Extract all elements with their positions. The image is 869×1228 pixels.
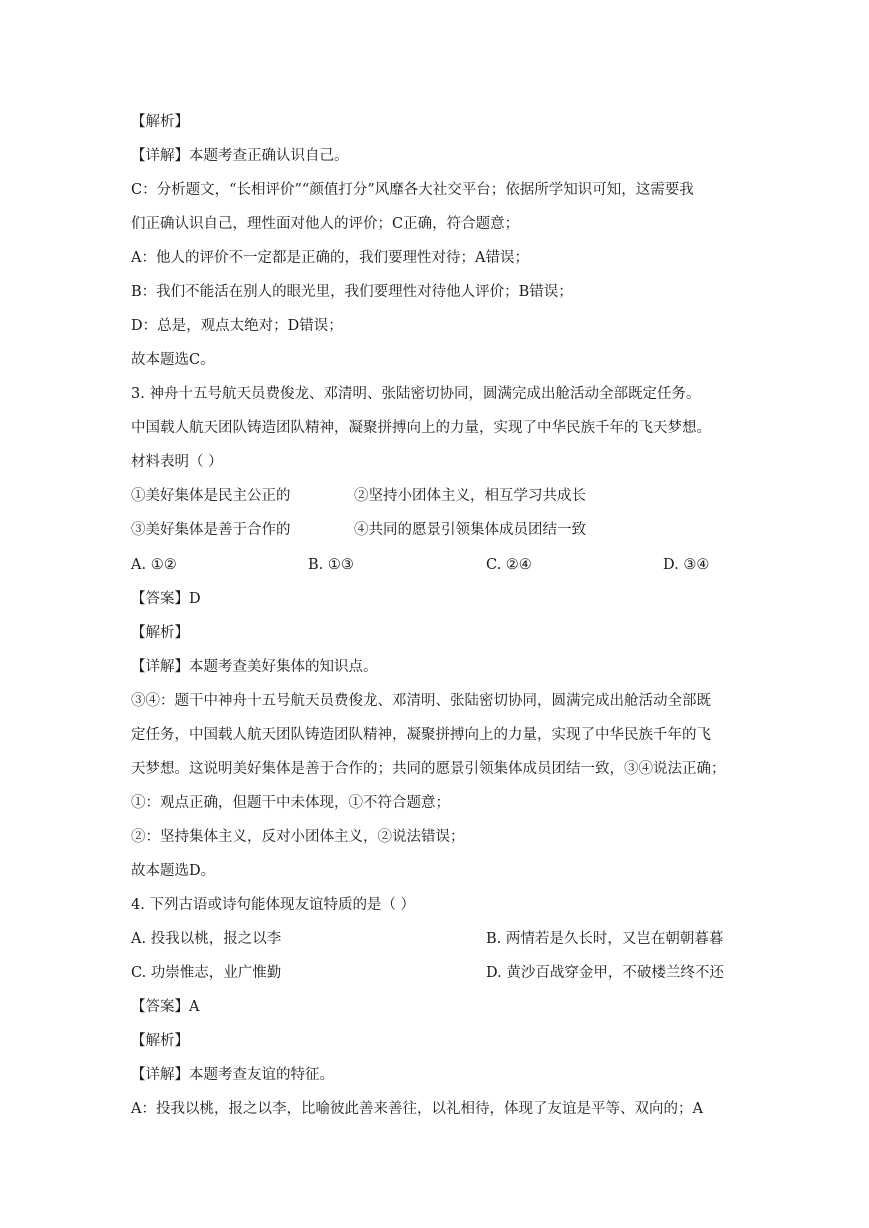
question-4-stem: 4. 下列古语或诗句能体现友谊特质的是（ ） — [131, 897, 416, 913]
statement-2: ②坚持小团体主义，相互学习共成长 — [354, 488, 586, 504]
detail-heading: 【详解】本题考查正确认识自己。 — [131, 148, 349, 164]
text-line: 天梦想。这说明美好集体是善于合作的；共同的愿景引领集体成员团结一致，③④说法正确； — [131, 761, 726, 777]
answer-line: 【答案】A — [131, 999, 200, 1015]
option-d: D. 黄沙百战穿金甲，不破楼兰终不还 — [486, 965, 724, 981]
text-line: A：投我以桃，报之以李，比喻彼此善来善往，以礼相待，体现了友谊是平等、双向的；A — [131, 1101, 703, 1117]
text-line: ①：观点正确，但题干中未体现，①不符合题意； — [131, 795, 450, 811]
text-line: ③④：题干中神舟十五号航天员费俊龙、邓清明、张陆密切协同，圆满完成出舱活动全部既 — [131, 693, 711, 709]
conclusion-line: 故本题选C。 — [131, 352, 215, 368]
conclusion-line: 故本题选D。 — [131, 863, 216, 879]
option-b: B. 两情若是久长时，又岂在朝朝暮暮 — [486, 931, 724, 947]
statement-4: ④共同的愿景引领集体成员团结一致 — [354, 522, 586, 538]
question-3-stem: 3. 神舟十五号航天员费俊龙、邓清明、张陆密切协同，圆满完成出舱活动全部既定任务。 — [131, 386, 701, 402]
detail-heading: 【详解】本题考查友谊的特征。 — [131, 1067, 334, 1083]
text-line: 们正确认识自己，理性面对他人的评价；C正确，符合题意； — [131, 216, 520, 232]
analysis-heading: 【解析】 — [131, 625, 189, 641]
text-line: C：分析题文，“长相评价”“颜值打分”风靡各大社交平台；依据所学知识可知，这需要我 — [131, 182, 694, 198]
text-line: D：总是，观点太绝对；D错误； — [131, 318, 343, 334]
option-b: B. ①③ — [308, 557, 354, 573]
statement-1: ①美好集体是民主公正的 — [131, 488, 291, 504]
detail-heading: 【详解】本题考查美好集体的知识点。 — [131, 659, 378, 675]
text-line: ②：坚持集体主义，反对小团体主义，②说法错误； — [131, 829, 465, 845]
option-d: D. ③④ — [663, 557, 710, 573]
option-a: A. 投我以桃，报之以李 — [131, 931, 282, 947]
analysis-heading: 【解析】 — [131, 1033, 189, 1049]
statement-3: ③美好集体是善于合作的 — [131, 522, 291, 538]
option-a: A. ①② — [131, 557, 177, 573]
analysis-heading: 【解析】 — [131, 114, 189, 130]
question-3-prompt: 材料表明（ ） — [131, 454, 223, 470]
text-line: B：我们不能活在别人的眼光里，我们要理性对待他人评价；B错误； — [131, 284, 573, 300]
text-line: 定任务，中国载人航天团队铸造团队精神，凝聚拼搏向上的力量，实现了中华民族千年的飞 — [131, 727, 711, 743]
question-3-stem: 中国载人航天团队铸造团队精神，凝聚拼搏向上的力量，实现了中华民族千年的飞天梦想。 — [131, 420, 711, 436]
text-line: A：他人的评价不一定都是正确的，我们要理性对待；A错误； — [131, 250, 529, 266]
answer-line: 【答案】D — [131, 591, 201, 607]
option-c: C. 功崇惟志，业广惟勤 — [131, 965, 282, 981]
option-c: C. ②④ — [486, 557, 532, 573]
